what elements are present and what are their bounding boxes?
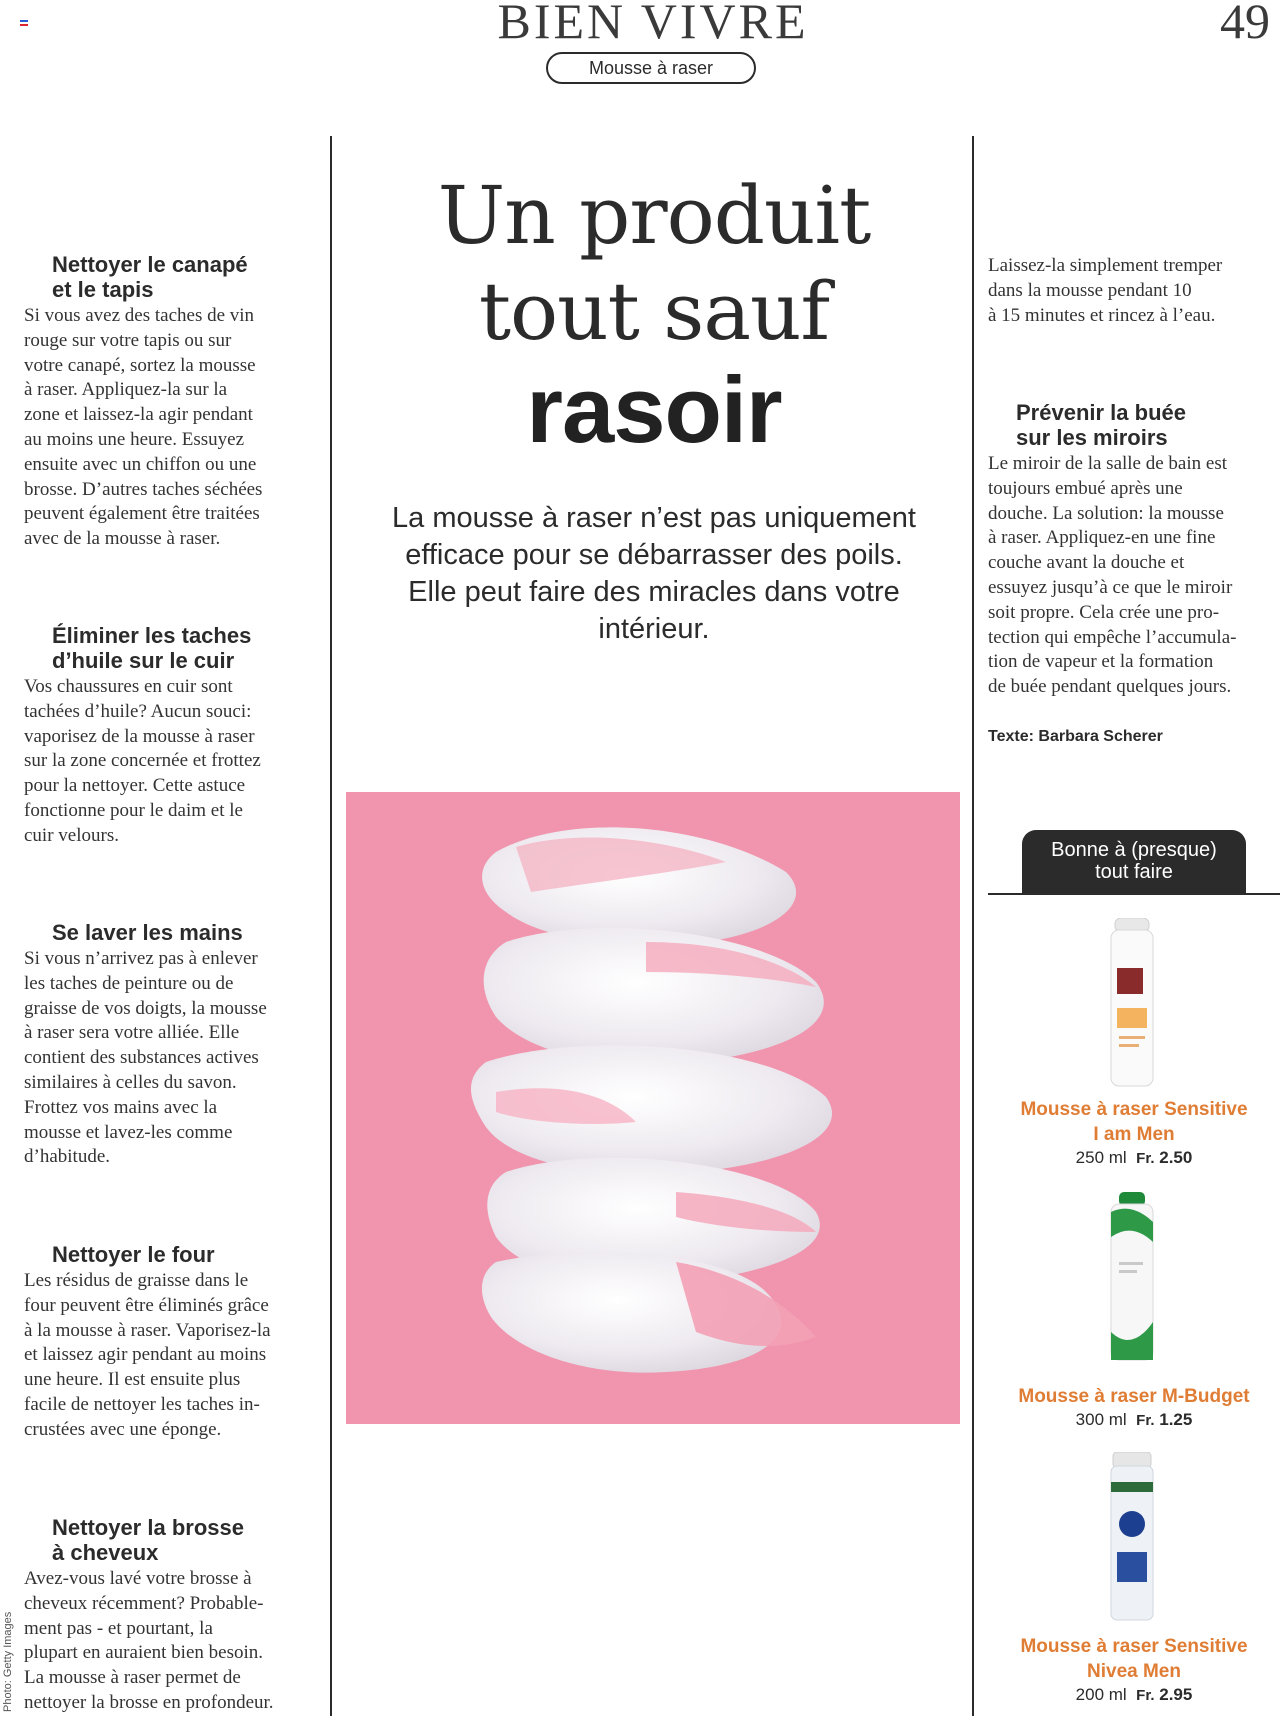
product-mbudget xyxy=(988,1384,1280,1432)
continued-text xyxy=(988,254,1278,328)
tip-body: Les résidus de graisse dans le four peuvent être éliminés grâce à la mousse à raser. Vaporisez-la et laissez agir pendant au moins une heure. Il est ensuite plus facile de nettoyer les taches in- crustées avec une éponge. xyxy=(24,1270,271,1440)
tip-oven xyxy=(24,1242,316,1443)
tip-body: Vos chaussures en cuir sont tachées d’huile? Aucun souci: vaporisez de la mousse à raser sur la zone concernée et frottez pour la nettoyer. Cette astuce fonctionne pour le daim et le cuir velours. xyxy=(24,676,261,846)
tip-sofa-carpet xyxy=(24,252,316,552)
column-divider-right xyxy=(972,136,974,1716)
tip-title: Prévenir la buée sur les miroirs xyxy=(1016,400,1186,450)
product-price: 250 ml Fr. 2.50 xyxy=(1075,1148,1193,1167)
tip-body: Si vous avez des taches de vin rouge sur votre tapis ou sur votre canapé, sortez la mousse à raser. Appliquez-la sur la zone et laissez-la agir pendant au moins une heure. Essuyez ensuite avec un chiffon ou une brosse. D’autres taches séchées peuvent également être traitées avec de la mousse à raser. xyxy=(24,305,263,550)
tip-body: Le miroir de la salle de bain est toujours embué après une douche. La solution: la mousse à raser. Appliquez-en une fine couche avant la douche et essuyez jusqu’à ce que le miroir soit propre. Cela crée une pro- tection qui empêche l’accumula- tion de vapeur et la formation de buée pendant quelques jours. xyxy=(988,453,1237,698)
headline xyxy=(346,168,962,460)
tip-wash-hands xyxy=(24,920,316,1170)
tip-hairbrush xyxy=(24,1515,316,1716)
page-number: 49 xyxy=(1220,0,1270,49)
product-image-iammen xyxy=(1109,918,1155,1088)
product-name: Mousse à raser Sensitive Nivea Men xyxy=(1020,1636,1248,1682)
tip-title: Éliminer les taches d’huile sur le cuir xyxy=(52,623,252,673)
product-iammen xyxy=(988,1097,1280,1170)
headline-line-3: rasoir xyxy=(526,357,782,462)
product-box-header xyxy=(1022,830,1246,894)
product-nivea xyxy=(988,1634,1280,1707)
tip-title: Nettoyer la brosse à cheveux xyxy=(52,1515,244,1565)
headline-line-2: tout sauf xyxy=(478,265,830,358)
flag-icon xyxy=(20,20,28,26)
column-divider-left xyxy=(330,136,332,1716)
tip-body: Avez-vous lavé votre brosse à cheveux récemment? Probable- ment pas - et pourtant, la plupart en auraient bien besoin. La mousse à raser permet de nettoyer la brosse en profondeur. xyxy=(24,1568,274,1713)
foam-illustration xyxy=(346,792,960,1424)
tip-body: Si vous n’arrivez pas à enlever les taches de peinture ou de graisse de vos doigts, la mousse à raser sera votre alliée. Elle contient des substances actives similaires à celles du savon. Frottez vos mains avec la mousse et lavez-les comme d’habitude. xyxy=(24,948,267,1168)
tip-title: Nettoyer le canapé et le tapis xyxy=(52,252,248,302)
product-price: 300 ml Fr. 1.25 xyxy=(1075,1410,1193,1429)
topic-tag: Mousse à raser xyxy=(546,52,756,84)
lead-paragraph: La mousse à raser n’est pas uniquement efficace pour se débarrasser des poils. Elle peut faire des miracles dans votre intérieur. xyxy=(392,502,916,645)
product-price: 200 ml Fr. 2.95 xyxy=(1075,1685,1193,1704)
photo-credit: Photo: Getty Images xyxy=(2,1611,14,1712)
box-title-line-1: Bonne à (presque) xyxy=(1051,839,1217,861)
tip-leather-oil xyxy=(24,623,316,849)
byline: Texte: Barbara Scherer xyxy=(988,728,1163,745)
tip-title: Nettoyer le four xyxy=(52,1242,215,1267)
continued-body: Laissez-la simplement tremper dans la mousse pendant 10 à 15 minutes et rincez à l’eau. xyxy=(988,255,1223,326)
section-title: BIEN VIVRE xyxy=(497,0,809,49)
product-image-nivea xyxy=(1109,1452,1155,1622)
tip-title: Se laver les mains xyxy=(52,920,243,945)
box-title-line-2: tout faire xyxy=(1095,861,1173,883)
product-image-mbudget xyxy=(1109,1192,1155,1362)
tip-mirror-fog xyxy=(988,400,1278,700)
box-divider xyxy=(988,893,1280,895)
product-name: Mousse à raser Sensitive I am Men xyxy=(1020,1099,1248,1145)
shaving-foam-photo xyxy=(346,792,960,1424)
product-name: Mousse à raser M-Budget xyxy=(1018,1386,1250,1407)
headline-line-1: Un produit xyxy=(437,169,871,262)
